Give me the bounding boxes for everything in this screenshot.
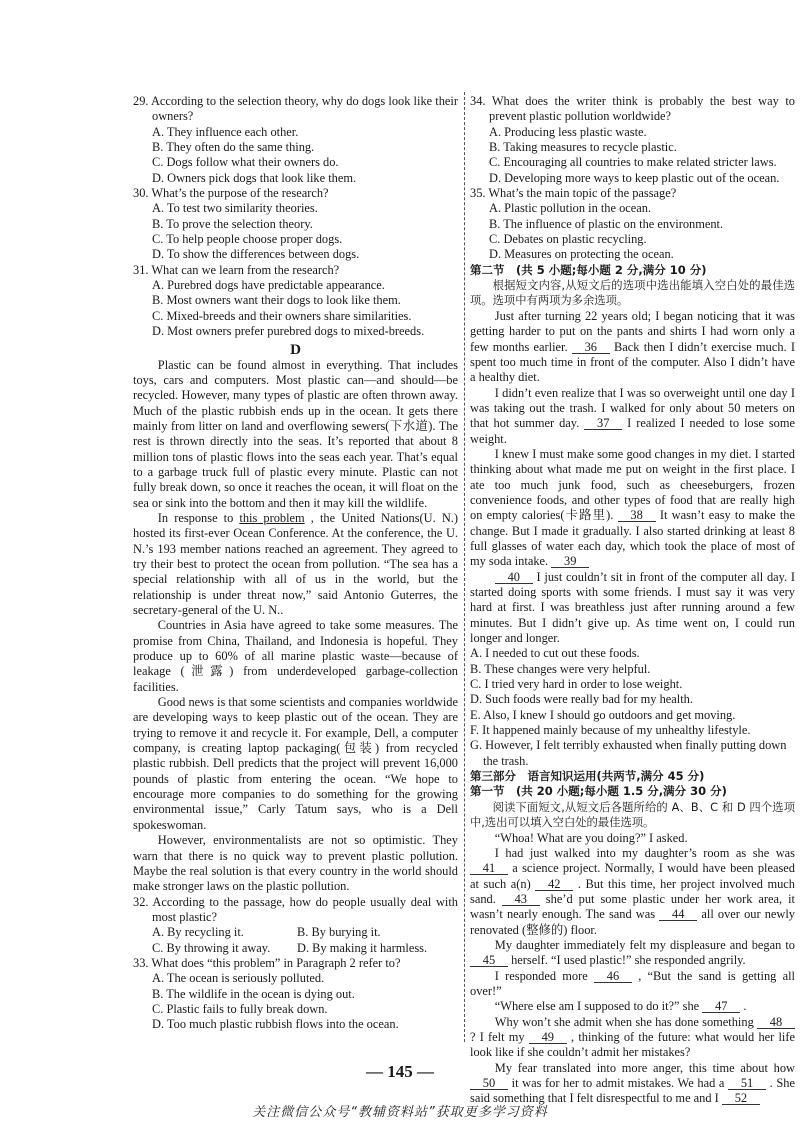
passage-paragraph (470, 386, 795, 447)
passage-paragraph: Countries in Asia have agreed to take some measures. The promise from China, Thailand, and Indonesia is hopeful. They produce up to 60% of all marine plastic waste—because of leakage (泄露) from underdeveloped garbage-collection facilities. (133, 618, 458, 694)
text: , the United Nations(U. N.) hosted its first-ever Ocean Conference. At the conference, the U. N.’s 193 member nations reached an agreement. They agreed to try their best to protect the ocean from pollution. “The sea has a special relationship with all of us in the world, but the relationship is under threat now,” said Antonio Guterres, the secretary-general of the U. N.. (133, 510, 458, 617)
question-stem: 34. What does the writer think is probably the best way to prevent plastic pollution worldwide? (470, 94, 795, 124)
text: Why won’t she admit when she has done something (494, 1014, 757, 1029)
answer-blank: 41 (470, 862, 508, 875)
passage-paragraph (470, 570, 795, 647)
text: it was for her to admit mistakes. We had a (508, 1076, 729, 1090)
question-32 (133, 895, 458, 956)
option: C. By throwing it away. (152, 940, 271, 955)
answer-blank: 42 (535, 878, 573, 891)
option: F. It happened mainly because of my unhealthy lifestyle. (470, 723, 751, 738)
option: A. By recycling it. (152, 925, 244, 940)
text: My fear translated into more anger, this time about how (494, 1060, 795, 1075)
option: B. They often do the same thing. (152, 140, 315, 155)
text: , “But the sand is getting all over!” (470, 968, 795, 998)
text: Just after turning 22 years old; I began noticing that it was getting harder to put on the pants and shirts I had worn only a few months earlier. (470, 308, 795, 354)
underlined-phrase: this problem (239, 510, 305, 525)
passage-paragraph (133, 511, 458, 618)
option: C. Debates on plastic recycling. (489, 232, 647, 247)
passage-paragraph: Good news is that some scientists and companies worldwide are developing ways to keep plastic out of the ocean. They are trying to remove it and recycle it. For example, Dell, a computer company, is creating laptop packaging(包装) from recycled plastic rubbish. Dell predicts that the project will prevent 16,000 pounds of plastic from entering the ocean. “We hope to encourage more companies to do something for the growing environmental issue,” Carly Tatum says, who is a Dell spokeswoman. (133, 695, 458, 832)
text: . But this time, her project involved much sand. (470, 876, 795, 906)
passage-paragraph (470, 309, 795, 386)
right-column (470, 94, 795, 1107)
answer-blank: 39 (551, 555, 589, 568)
option: A. Purebred dogs have predictable appearance. (152, 278, 385, 293)
option: B. These changes were very helpful. (470, 661, 651, 676)
option: A. Producing less plastic waste. (489, 124, 647, 139)
option: A. To test two similarity theories. (152, 201, 318, 216)
answer-blank: 46 (594, 970, 632, 983)
passage-paragraph (470, 846, 795, 938)
answer-blank: 37 (584, 417, 622, 430)
column-divider (464, 92, 465, 1042)
option: D. To show the differences between dogs. (152, 247, 360, 262)
option: D. Developing more ways to keep plastic out of the ocean. (489, 170, 780, 185)
text: I responded more (494, 968, 594, 983)
answer-blank: 51 (728, 1077, 766, 1090)
text: I realized I needed to lose some weight. (470, 416, 795, 446)
option: D. Most owners prefer purebred dogs to mixed-breeds. (152, 324, 425, 339)
text: all over our newly renovated (整修的) floor. (470, 907, 796, 937)
option: C. Encouraging all countries to make related stricter laws. (489, 155, 777, 170)
left-column (133, 94, 458, 1033)
part-title: 第三部分 语言知识运用(共两节,满分 45 分) (470, 769, 705, 784)
answer-blank: 36 (572, 341, 610, 354)
text: . She said something that I felt disrespectful to me and I (470, 1076, 795, 1106)
question-30 (133, 186, 458, 263)
question-stem: 31. What can we learn from the research? (133, 262, 340, 277)
text: Back then I didn’t exercise much. I spent too much time in front of the computer. Also I didn’t have a healthy diet. (470, 339, 796, 385)
answer-blank: 52 (722, 1092, 760, 1105)
passage-paragraph (470, 1015, 795, 1061)
text: . (740, 999, 747, 1014)
answer-blank: 49 (529, 1031, 567, 1044)
text: , thinking of the future: what would her life look like if she couldn’t admit her mistakes? (470, 1029, 795, 1060)
option: C. I tried very hard in order to lose weight. (470, 677, 683, 692)
option: A. I needed to cut out these foods. (470, 646, 640, 661)
option: B. The wildlife in the ocean is dying out. (152, 986, 355, 1001)
option: A. Plastic pollution in the ocean. (489, 201, 652, 216)
question-stem: 33. What does “this problem” in Paragraph 2 refer to? (133, 955, 401, 970)
question-stem: 32. According to the passage, how do people usually deal with most plastic? (133, 894, 458, 924)
answer-blank: 38 (618, 509, 656, 522)
option: D. Owners pick dogs that look like them. (152, 170, 357, 185)
passage-paragraph: Plastic can be found almost in everything. That includes toys, cars and computers. Most plastic can—and should—be recycled. However, many types of plastic are often thrown away. Much of the plastic rubbish ends up in the ocean. It gets there mainly from litter on land and overflowing sewers(下水道). The rest is thrown directly into the seas. It’s reported that about 8 million tons of plastic flows into the seas each year. That’s equal to a garbage truck full of plastic every minute. Plastic can not fully break down, so once it reaches the ocean, it will float on the sea or sink into the bottom and then it may kill the wildlife. (133, 357, 458, 510)
option: B. To prove the selection theory. (152, 216, 313, 231)
text: In response to (157, 510, 240, 525)
question-35 (470, 186, 795, 263)
answer-blank: 40 (495, 571, 533, 584)
question-29 (133, 94, 458, 186)
question-stem: 35. What’s the main topic of the passage? (470, 186, 677, 201)
option: B. Taking measures to recycle plastic. (489, 140, 677, 155)
section2-options (470, 646, 795, 769)
answer-blank: 45 (470, 954, 508, 967)
section-title: 第二节 (共 5 小题;每小题 2 分,满分 10 分) (470, 262, 707, 277)
option: D. Measures on protecting the ocean. (489, 247, 674, 262)
option: B. The influence of plastic on the environment. (489, 216, 724, 231)
answer-blank: 44 (659, 908, 697, 921)
question-stem: 29. According to the selection theory, why do dogs look like their owners? (133, 94, 458, 124)
watermark: 关注微信公众号“教辅资料站”获取更多学习资料 (252, 1105, 548, 1120)
answer-blank: 43 (502, 893, 540, 906)
passage-paragraph (470, 831, 795, 846)
option: C. Dogs follow what their owners do. (152, 155, 339, 170)
question-33 (133, 956, 458, 1033)
text: ? I felt my (470, 1029, 529, 1044)
question-31 (133, 263, 458, 340)
question-stem: 30. What’s the purpose of the research? (133, 186, 329, 201)
section-instructions: 根据短文内容,从短文后的选项中选出能填入空白处的最佳选项。选项中有两项为多余选项。 (470, 279, 795, 308)
section-title: 第一节 (共 20 小题;每小题 1.5 分,满分 30 分) (470, 784, 727, 799)
passage-heading: D (290, 341, 301, 358)
text: My daughter immediately felt my displeasure and began to (494, 937, 795, 952)
option: C. To help people choose proper dogs. (152, 232, 343, 247)
passage-paragraph (470, 447, 795, 570)
text: a science project. Normally, I would have been pleased at such a(n) (470, 861, 795, 891)
option: D. By making it harmless. (297, 940, 428, 955)
answer-blank: 48 (757, 1016, 795, 1029)
question-34 (470, 94, 795, 186)
option: E. Also, I knew I should go outdoors and get moving. (470, 707, 736, 722)
page-number: — 145 — (366, 1062, 434, 1081)
option: D. Too much plastic rubbish flows into the ocean. (152, 1017, 399, 1032)
option: C. Mixed-breeds and their owners share similarities. (152, 308, 412, 323)
passage-paragraph (470, 938, 795, 969)
cloze-passage-2 (470, 309, 795, 647)
text: “Where else am I supposed to do it?” she (494, 999, 703, 1014)
text: she’d put some plastic under her work area, it wasn’t nearly enough. The sand was (470, 891, 795, 922)
passage-paragraph: However, environmentalists are not so optimistic. They warn that there is no quick way to prevent plastic pollution. Maybe the real solution is that every country in the world should make stronger laws on the plastic pollution. (133, 833, 458, 894)
option: A. The ocean is seriously polluted. (152, 971, 325, 986)
option: B. By burying it. (297, 925, 381, 940)
option: B. Most owners want their dogs to look like them. (152, 293, 401, 308)
answer-blank: 47 (702, 1000, 740, 1013)
answer-blank: 50 (470, 1077, 508, 1090)
section-instructions: 阅读下面短文,从短文后各题所给的 A、B、C 和 D 四个选项中,选出可以填入空白处的最佳选项。 (470, 800, 795, 830)
text: I just couldn’t sit in front of the computer all day. I started doing sports with some friends. I must say it was very hard at first. I was breathless just after running around a few minutes. But I didn’t give up. As time went on, I could run longer and longer. (470, 569, 795, 646)
passage-paragraph (470, 999, 795, 1014)
text: I knew I must make some good changes in my diet. I started thinking about what made me put on weight in the first place. I ate too much junk food, such as cheeseburgers, frozen convenience foods, and other types of food that are really high on empty calories(卡路里). (470, 446, 795, 523)
text: I had just walked into my daughter’s room as she was (494, 845, 795, 860)
text: herself. “I used plastic!” she responded angrily. (508, 953, 746, 968)
passage-paragraph (470, 969, 795, 1000)
text: “Whoa! What are you doing?” I asked. (494, 830, 688, 845)
option: C. Plastic fails to fully break down. (152, 1001, 328, 1016)
text: It wasn’t easy to make the change. But I made it gradually. I also started drinking at least 8 full glasses of water each day, which took the place of most of my soda intake. (470, 508, 795, 569)
text: I didn’t even realize that I was so overweight until one day I was taking out the trash. I walked for only about 50 meters on that hot summer day. (470, 385, 795, 431)
option: D. Such foods were really bad for my health. (470, 692, 693, 707)
option: A. They influence each other. (152, 124, 299, 139)
option: G. However, I felt terribly exhausted when finally putting down the trash. (470, 738, 787, 768)
